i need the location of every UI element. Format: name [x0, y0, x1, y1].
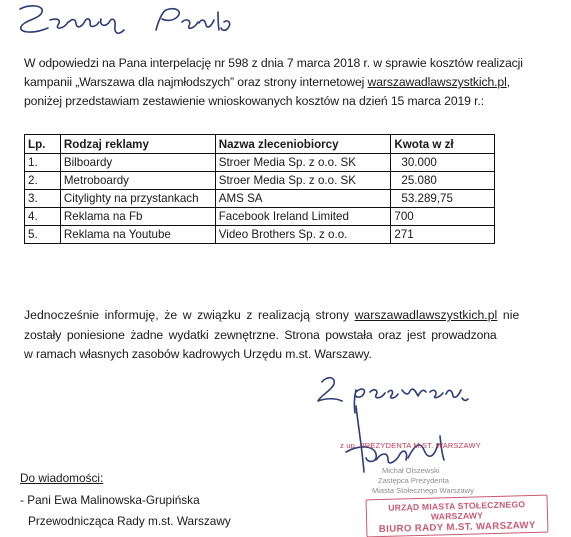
cell-ad-type: Bilboardy	[60, 154, 215, 172]
office-stamp	[366, 495, 549, 537]
stamp-title: z up. PREZYDENTA M.ST. WARSZAWY	[340, 441, 481, 450]
office-stamp-line-2: BIURO RADY M.ST. WARSZAWY	[378, 519, 536, 536]
cell-ad-type: Reklama na Fb	[60, 208, 215, 226]
closing-line-3: w ramach własnych zasobów kadrowych Urzędu m.st. Warszawy.	[24, 347, 372, 361]
table-header-row	[25, 135, 495, 154]
cell-contractor: AMS SA	[215, 190, 391, 208]
cell-amount: 271	[391, 226, 495, 244]
greeting-text	[16, 6, 24, 7]
cell-lp: 4.	[25, 208, 61, 226]
table-row	[25, 172, 495, 190]
cell-contractor: Stroer Media Sp. z o.o. SK	[215, 172, 391, 190]
cell-ad-type: Citylighty na przystankach	[60, 190, 215, 208]
cell-amount: 30.000	[391, 154, 495, 172]
closing-line-1	[24, 306, 519, 326]
header-ad-type: Rodzaj reklamy	[60, 135, 215, 154]
cell-contractor: Facebook Ireland Limited	[215, 208, 391, 226]
cell-lp: 1.	[25, 154, 61, 172]
cell-amount: 700	[391, 208, 495, 226]
table-row	[25, 226, 495, 244]
stamp-city: Miasta Stołecznego Warszawy	[372, 486, 474, 495]
stamp-role: Zastępca Prezydenta	[378, 476, 449, 485]
table-row	[25, 190, 495, 208]
header-lp: Lp.	[25, 135, 61, 154]
table-row	[25, 154, 495, 172]
website-link-2[interactable]: warszawadlawszystkich.pl	[354, 308, 498, 322]
cell-ad-type: Reklama na Youtube	[60, 226, 215, 244]
footer-label: Do wiadomości:	[20, 471, 104, 485]
cell-contractor: Stroer Media Sp. z o.o. SK	[215, 154, 391, 172]
cell-lp: 2.	[25, 172, 61, 190]
intro-line-2	[24, 73, 510, 93]
cell-lp: 5.	[25, 226, 61, 244]
office-stamp-line-1: URZĄD MIASTA STOŁECZNEGO WARSZAWY	[388, 499, 526, 522]
cell-amount: 25.080	[391, 172, 495, 190]
cell-amount: 53.289,75	[391, 190, 495, 208]
website-link[interactable]: warszawadlawszystkich.pl	[367, 75, 507, 89]
intro-line-2-end: ,	[506, 75, 510, 89]
footer-recipient: - Pani Ewa Malinowska-Grupińska	[20, 493, 200, 507]
handwritten-greeting	[6, 0, 236, 42]
intro-line-3: poniżej przedstawiam zestawienie wnioskowanych kosztów na dzień 15 marca 2019 r.:	[24, 94, 485, 108]
closing-line-2: zostały poniesione żadne wydatki zewnętrzne. Strona powstała oraz jest prowadzona	[24, 328, 497, 342]
intro-line-2-text: kampanii „Warszawa dla najmłodszych” oraz strony internetowej	[24, 75, 368, 89]
closing-line-1-end: nie	[497, 308, 520, 322]
sign-off-text	[320, 380, 327, 381]
costs-table	[24, 134, 495, 244]
table-row	[25, 208, 495, 226]
intro-line-1: W odpowiedzi na Pana interpelację nr 598 z dnia 7 marca 2018 r. w sprawie kosztów realizacji	[24, 56, 523, 70]
header-amount: Kwota w zł	[391, 135, 495, 154]
header-contractor: Nazwa zleceniobiorcy	[215, 135, 391, 154]
stamp-name: Michał Olszewski	[382, 466, 440, 475]
cell-lp: 3.	[25, 190, 61, 208]
cell-ad-type: Metroboardy	[60, 172, 215, 190]
footer-recipient-role: Przewodnicząca Rady m.st. Warszawy	[28, 514, 231, 528]
closing-line-1-text: Jednocześnie informuję, że w związku z realizacją strony	[24, 308, 355, 322]
cell-contractor: Video Brothers Sp. z o.o.	[215, 226, 391, 244]
